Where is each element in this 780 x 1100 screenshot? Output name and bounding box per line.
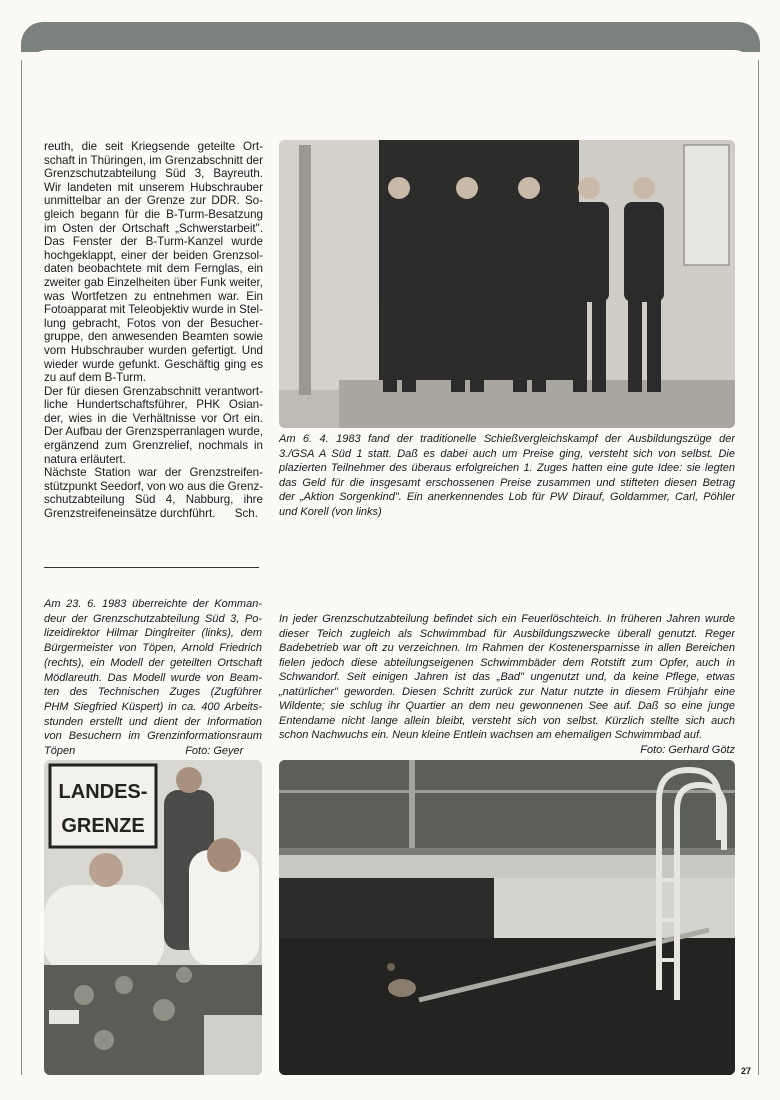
text-line: dieser Teich zugleich als Schwimmbad für Ausbildungszwecke überall genutzt. Reger — [279, 627, 735, 640]
text-line: Das Fenster der B-Turm-Kanzel wurde — [44, 235, 263, 249]
text-line: ten des Technischen Zuges (Zugführer — [44, 686, 262, 699]
text-line: deur der Grenzschutzabteilung Süd 3, Po- — [44, 612, 262, 625]
text-line: schaft in Thüringen, im Grenzabschnitt der — [44, 153, 263, 167]
caption-pond — [279, 612, 735, 757]
text-line: (rechts), ein Modell der geteilten Ortschaft — [44, 656, 262, 669]
text-line: Bürgermeister von Töpen, Arnold Friedrich — [44, 642, 262, 655]
frame-inner — [27, 50, 754, 90]
text-line: In jeder Grenzschutzabteilung befindet sich ein Feuerlöschteich. In früheren Jahren wurde — [279, 613, 735, 625]
sign-text: LANDES- — [58, 781, 148, 803]
text-line: schon Nachwuchs ein. Neun kleine Entlein wachsen am ehemaligen Schwimmbad auf. — [279, 729, 703, 741]
photo-border-model-handover — [44, 760, 262, 1075]
text-line: „natürlicher" geworden. Diesen Schritt zurück zur Natur nutzte in diesem Frühjahr eine — [279, 685, 735, 698]
text-line: Badebetrieb war oft zu verzeichnen. Im Rahmen der Kostenersparnisse in allen Bereichen — [279, 642, 735, 654]
text-line: schutzabteilung Süd 4, Nabburg, ihre — [44, 493, 263, 507]
header-band — [21, 22, 760, 52]
photo-five-officers — [279, 140, 735, 428]
text-line: zweiter gab Einzelheiten über Funk weiter, — [44, 275, 263, 289]
text-line: natura erläutert. — [44, 452, 126, 466]
photo-credit: Foto: Gerhard Götz — [640, 743, 735, 756]
frame-left-line — [21, 60, 22, 1075]
svg-text:GRENZE: GRENZE — [61, 815, 145, 837]
text-line: im Osten der Ortschaft „Schwerstarbeit". — [44, 221, 263, 235]
text-line: Töpen Foto: Geyer — [44, 745, 244, 758]
text-line: Grenzschutzabteilung Süd 3, Bayreuth. — [44, 167, 263, 181]
text-line: zu auf dem B-Turm. — [44, 371, 147, 385]
text-line: plazierten Teilnehmer des überaus erfolgreichen 1. Zuges hatten eine gute Idee: sie legten — [279, 462, 735, 474]
page-number: 27 — [741, 1066, 752, 1076]
text-line: 3./GSA A Süd 1 statt. Daß es dabei auch um Preise ging, versteht sich von selbst. Die — [279, 447, 735, 460]
caption-pond-text — [279, 612, 735, 743]
text-line: Am 23. 6. 1983 überreichte der Komman- — [44, 598, 262, 610]
article-text — [44, 140, 263, 521]
text-line: und Korell (von links) — [279, 505, 382, 518]
text-line: wieder wurde gefunkt. Geschäftig ging es — [44, 357, 263, 371]
text-line: stützpunkt Seedorf, von wo aus die Grenz- — [44, 479, 263, 493]
text-line: gruppe, den anwesenden Beamten sowie — [44, 330, 263, 344]
text-line: der, wies in die Verhältnisse vor Ort ein. — [44, 411, 263, 425]
text-line: Wildente; sie schlug ihr Quartier an dem neu gewonnenen See auf. Daß so eine junge — [279, 700, 735, 712]
text-line: von Besuchern im Grenzinformationsraum — [44, 730, 262, 743]
text-line: Grenzstreifeneinsätze durchführt. Sch. — [44, 507, 258, 521]
text-line: Am 6. 4. 1983 fand der traditionelle Schießvergleichskampf der Ausbildungszüge der — [279, 433, 735, 445]
text-line: liche Hundertschaftsführer, PHK Osian- — [44, 398, 263, 412]
text-line: was Wortfetzen zu entnehmen war. Ein — [44, 289, 263, 303]
divider — [44, 567, 259, 568]
photo-duck-pool — [279, 760, 735, 1075]
caption-border-model — [44, 597, 262, 759]
text-line: stunden erstellt und dient der Information — [44, 715, 262, 728]
text-line: daten beobachtete mit dem Fernglas, ein — [44, 262, 263, 276]
text-line: Der Aufbau der Grenzsperranlagen wurde, — [44, 425, 263, 439]
text-line: vom Hubschrauber wurden gefertigt. Und — [44, 343, 263, 357]
text-line: lizeidirektor Hilmar Dinglreiter (links), dem — [44, 627, 262, 640]
text-line: Fotoapparat mit Teleobjektiv wurde in Stel- — [44, 303, 263, 317]
text-line: unmittelbar an der Grenze zur DDR. So- — [44, 194, 263, 208]
text-line: Der für diesen Grenzabschnitt verantwort- — [44, 384, 263, 398]
text-line: Schwandorf. Seit einigen Jahren ist das „Bad" ungenutzt und, da keine Pflege, etwas — [279, 671, 735, 683]
text-line: Entendame nicht lange allein bleibt, versteht sich von selbst. Kürzlich stellte sich auch — [279, 714, 735, 727]
text-line: lung gebracht, Fotos von der Besucher- — [44, 316, 263, 330]
text-line: reuth, die seit Kriegsende geteilte Ort- — [44, 140, 263, 153]
text-line: PHM Siegfried Küspert) in ca. 400 Arbeits- — [44, 700, 262, 713]
text-line: fielen jedoch diese abteilungseigenen Schwimmbäder dem Rotstift zum Opfer, auch in — [279, 656, 735, 669]
text-line: Nächste Station war der Grenzstreifen- — [44, 466, 263, 480]
text-line: das Geld für die insgesamt erschossenen Preise zusammen und stifteten diesen Betrag — [279, 476, 735, 489]
text-line: Mödlareuth. Das Modell wurde von Beam- — [44, 671, 262, 684]
caption-shooting-competition — [279, 432, 735, 519]
text-line: hochgeklappt, einer der beiden Grenzsol- — [44, 248, 263, 262]
text-line: der „Aktion Sorgenkind". Ein anerkennendes Lob für PW Dirauf, Goldammer, Carl, Pöhler — [279, 491, 735, 503]
text-line: Wir landeten mit unserem Hubschrauber — [44, 180, 263, 194]
frame-right-line — [758, 60, 759, 1075]
text-line: ergänzend zum Grenzrelief, nochmals in — [44, 439, 263, 453]
text-line: gleich begann für die B-Turm-Besatzung — [44, 207, 263, 221]
